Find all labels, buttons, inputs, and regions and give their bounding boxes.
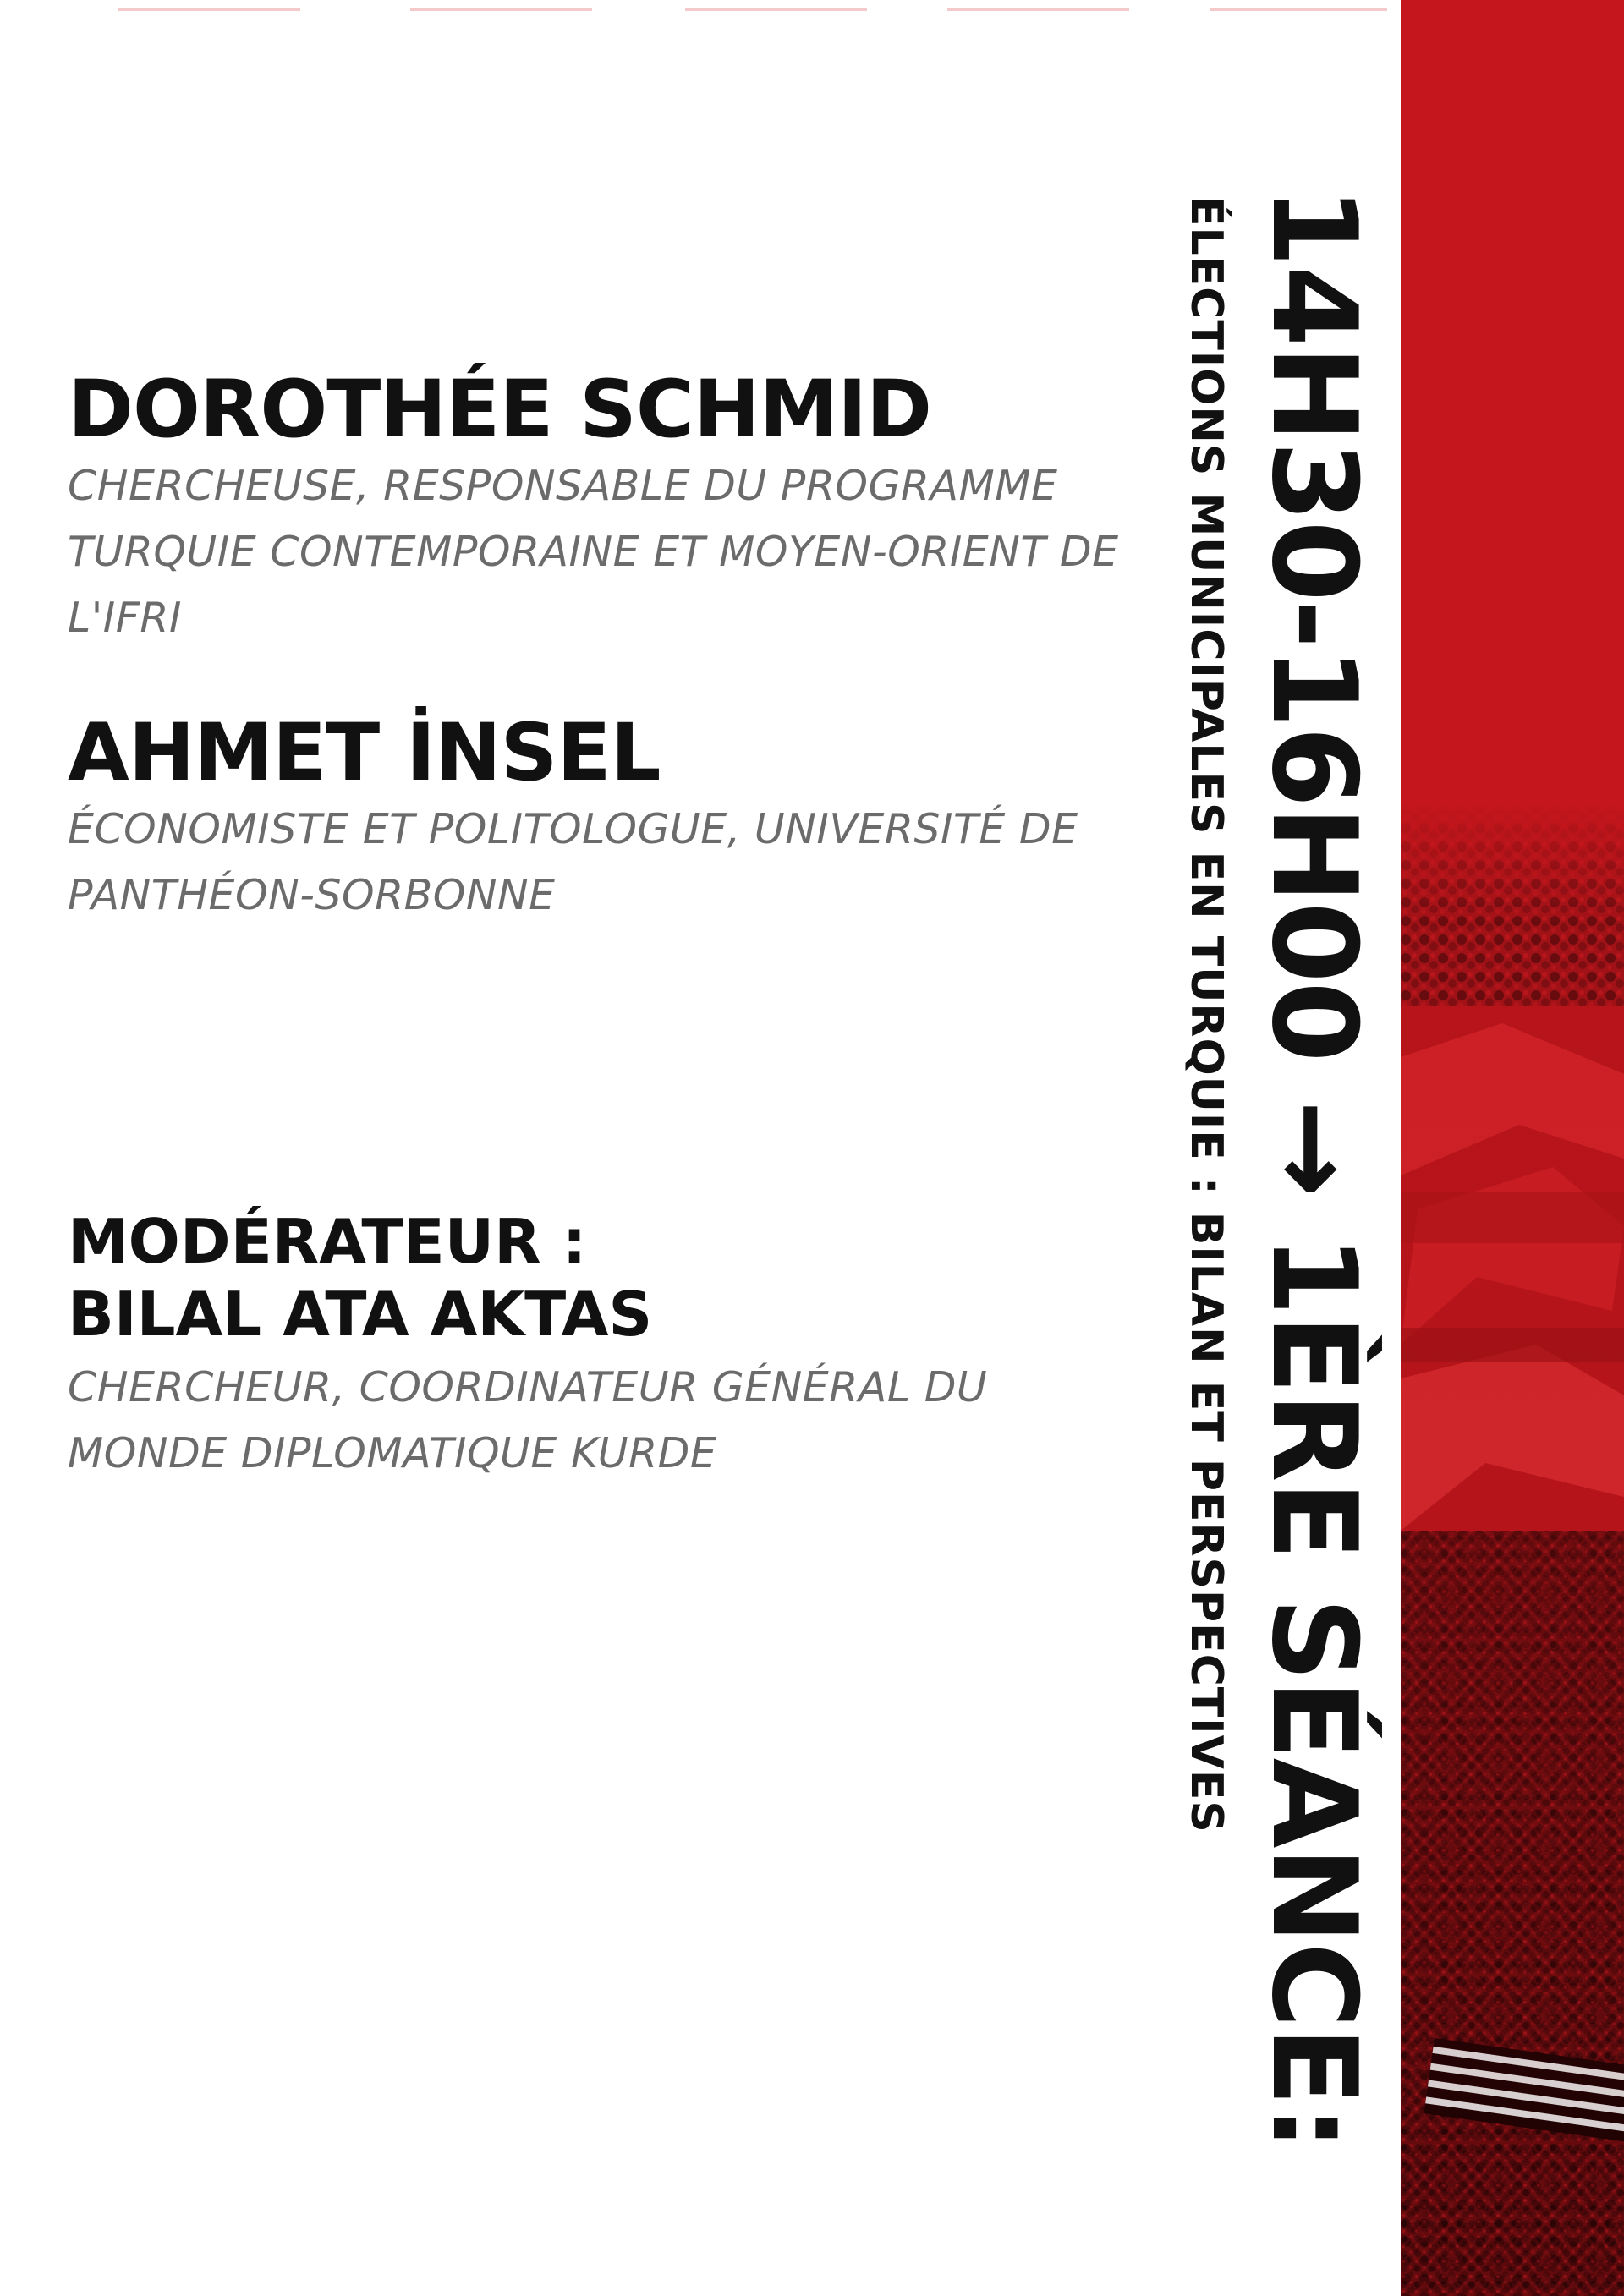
speaker-role: ÉCONOMISTE ET POLITOLOGUE, UNIVERSITÉ DE PANTHÉON-SORBONNE: [68, 805, 1078, 919]
moderator-label: MODÉRATEUR :: [68, 1206, 587, 1277]
red-side-band: [1401, 0, 1624, 2296]
crowd-photo-image: [1401, 803, 1624, 2296]
moderator-role: CHERCHEUR, COORDINATEUR GÉNÉRAL DU MONDE DIPLOMATIQUE KURDE: [68, 1363, 988, 1477]
session-subtitle: ÉLECTIONS MUNICIPALES EN TURQUIE : BILAN ET PERSPECTIVES: [1181, 196, 1232, 1833]
moderator-block: [68, 1205, 652, 1351]
session-title: 14H30-16H00 → 1ÈRE SÉANCE:: [1246, 186, 1382, 2150]
top-edge-mark: [118, 8, 300, 11]
speaker-role: CHERCHEUSE, RESPONSABLE DU PROGRAMME TURQUIE CONTEMPORAINE ET MOYEN-ORIENT DE L'IFRI: [68, 462, 1119, 642]
top-edge-mark: [947, 8, 1129, 11]
top-edge-mark: [1210, 8, 1387, 11]
moderator-name: BILAL ATA AKTAS: [68, 1279, 653, 1350]
top-edge-mark: [685, 8, 867, 11]
speaker-name: DOROTHÉE SCHMID: [68, 364, 932, 456]
speaker-name: AHMET İNSEL: [68, 707, 661, 799]
top-edge-mark: [410, 8, 592, 11]
